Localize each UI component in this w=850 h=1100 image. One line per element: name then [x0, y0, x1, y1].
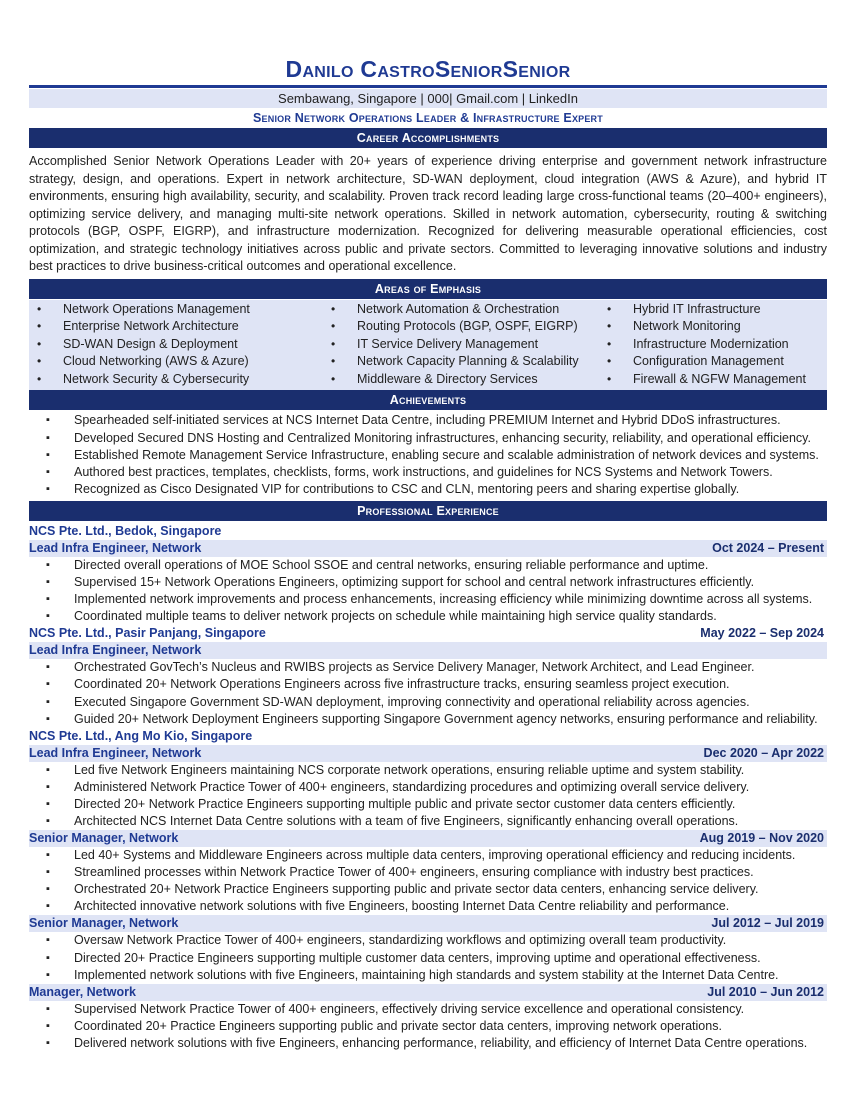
role-row [29, 984, 827, 1001]
professional-tagline: Senior Network Operations Leader & Infrastructure Expert [253, 111, 603, 125]
role-row [29, 830, 827, 847]
job-bullet: ▪ Led 40+ Systems and Middleware Engineers across multiple data centers, improving operational efficiency and reducing incidents. [29, 847, 827, 864]
emphasis-item: • Hybrid IT Infrastructure [599, 301, 827, 319]
achievement-item: ▪ Recognized as Cisco Designated VIP for contributions to CSC and CLN, mentoring peers and sharing expertise globally. [29, 481, 827, 498]
job-bullet: ▪ Architected NCS Internet Data Centre solutions with a team of five Engineers, significantly enhancing overall operations. [29, 813, 827, 830]
job-title: Lead Infra Engineer, Network [29, 540, 202, 555]
job-bullet: ▪ Led five Network Engineers maintaining NCS corporate network operations, ensuring reliable uptime and system stability. [29, 762, 827, 779]
job-bullet: ▪ Orchestrated GovTech’s Nucleus and RWIBS projects as Service Delivery Manager, Network Architect, and Lead Engineer. [29, 659, 827, 676]
job-bullet: ▪ Administered Network Practice Tower of 400+ engineers, standardizing procedures and optimizing overall service delivery. [29, 779, 827, 796]
emphasis-item: • Network Monitoring [599, 318, 827, 336]
emphasis-item: • Configuration Management [599, 353, 827, 371]
emphasis-item: • Network Automation & Orchestration [323, 301, 599, 319]
emphasis-item: • Network Security & Cybersecurity [29, 371, 323, 389]
role-row [29, 915, 827, 932]
job-bullet-list [29, 847, 827, 915]
section-header-experience: Professional Experience [29, 501, 827, 521]
achievement-item: ▪ Established Remote Management Service Infrastructure, enabling secure and scalable administration of network devices and systems. [29, 447, 827, 464]
emphasis-item: • Infrastructure Modernization [599, 336, 827, 354]
role-row [29, 745, 827, 762]
job-bullet: ▪ Architected innovative network solutions with five Engineers, boosting Internet Data Centre reliability and performance. [29, 898, 827, 915]
job-dates: Aug 2019 – Nov 2020 [699, 831, 824, 846]
job-bullet: ▪ Supervised 15+ Network Operations Engineers, optimizing support for school and central network infrastructures efficiently. [29, 574, 827, 591]
role-row [29, 642, 827, 659]
role-row [29, 540, 827, 557]
job-dates: Dec 2020 – Apr 2022 [703, 745, 824, 760]
job-title: Manager, Network [29, 984, 136, 999]
job-title: Senior Manager, Network [29, 916, 179, 931]
job-bullet: ▪ Coordinated 20+ Network Operations Engineers across five infrastructure tracks, ensuring seamless project execution. [29, 676, 827, 693]
section-header-accomplishments: Career Accomplishments [29, 128, 827, 148]
job-bullet: ▪ Delivered network solutions with five Engineers, enhancing performance, reliability, and efficiency of Internet Data Centre operations. [29, 1035, 827, 1052]
emphasis-item: • Enterprise Network Architecture [29, 318, 323, 336]
job-bullet: ▪ Directed 20+ Network Practice Engineers supporting multiple public and private sector customer data centers efficiently. [29, 796, 827, 813]
contact-line: Sembawang, Singapore | 000| Gmail.com | LinkedIn [29, 89, 827, 108]
job-bullet: ▪ Executed Singapore Government SD-WAN deployment, improving connectivity and operational reliability across agencies. [29, 694, 827, 711]
job-bullet: ▪ Directed overall operations of MOE School SSOE and central networks, ensuring reliable performance and uptime. [29, 557, 827, 574]
emphasis-item: • SD-WAN Design & Deployment [29, 336, 323, 354]
job-bullet: ▪ Oversaw Network Practice Tower of 400+ engineers, standardizing workflows and optimizing overall team productivity. [29, 932, 827, 949]
emphasis-item: • IT Service Delivery Management [323, 336, 599, 354]
job-dates: Jul 2012 – Jul 2019 [711, 916, 824, 931]
company-name: NCS Pte. Ltd., Pasir Panjang, Singapore [29, 626, 266, 641]
achievements-list [29, 410, 827, 500]
job-bullet: ▪ Guided 20+ Network Deployment Engineers supporting Singapore Government agency networks, ensuring performance and reliability. [29, 711, 827, 728]
job-title: Lead Infra Engineer, Network [29, 745, 202, 760]
job-bullet-list [29, 762, 827, 830]
candidate-name: Danilo CastroSeniorSenior [285, 56, 571, 82]
company-name: NCS Pte. Ltd., Bedok, Singapore [29, 523, 222, 538]
emphasis-item: • Firewall & NGFW Management [599, 371, 827, 389]
section-header-achievements: Achievements [29, 390, 827, 410]
achievement-item: ▪ Authored best practices, templates, checklists, forms, work instructions, and guidelines for NCS Systems and Network Towers. [29, 464, 827, 481]
resume-page [29, 0, 827, 1052]
job-bullet-list [29, 659, 827, 727]
emphasis-column-2 [323, 301, 599, 389]
areas-of-emphasis [29, 300, 827, 391]
emphasis-item: • Cloud Networking (AWS & Azure) [29, 353, 323, 371]
emphasis-item: • Network Operations Management [29, 301, 323, 319]
company-name: NCS Pte. Ltd., Ang Mo Kio, Singapore [29, 728, 253, 743]
job-bullet: ▪ Implemented network improvements and process enhancements, increasing efficiency while minimizing downtime across all systems. [29, 591, 827, 608]
job-bullet: ▪ Supervised Network Practice Tower of 400+ engineers, effectively driving service excellence and operational consistency. [29, 1001, 827, 1018]
job-dates: May 2022 – Sep 2024 [700, 626, 824, 641]
emphasis-item: • Routing Protocols (BGP, OSPF, EIGRP) [323, 318, 599, 336]
emphasis-item: • Middleware & Directory Services [323, 371, 599, 389]
achievement-item: ▪ Spearheaded self-initiated services at NCS Internet Data Centre, including PREMIUM Internet and Hybrid DDoS infrastructures. [29, 412, 827, 429]
job-bullet: ▪ Implemented network solutions with five Engineers, maintaining high standards and system stability at the Internet Data Centre. [29, 967, 827, 984]
company-row [29, 625, 827, 642]
job-dates: Jul 2010 – Jun 2012 [707, 984, 824, 999]
job-title: Lead Infra Engineer, Network [29, 643, 202, 658]
job-bullet-list [29, 932, 827, 983]
emphasis-column-3 [599, 301, 827, 389]
career-summary: Accomplished Senior Network Operations Leader with 20+ years of experience driving enterprise and government network infrastructure strategy, design, and operations. Expert in network architecture, SD-WAN deployment, cloud integration (AWS & Azure), and hybrid IT environments, ensuring high availability, security, and scalability. Proven track record leading large cross-functional teams (20–400+ engineers), optimizing service delivery, and managing multi-site network operations. Skilled in network automation, cybersecurity, routing & switching protocols (BGP, OSPF, EIGRP), and infrastructure modernization. Recognized for delivering measurable operational efficiencies, cost optimization, and strategic technology initiatives across public and private sectors. Committed to leveraging innovative solutions and industry best practices to drive business-critical outcomes and operational excellence. [29, 154, 827, 273]
job-bullet-list [29, 557, 827, 625]
job-bullet: ▪ Streamlined processes within Network Practice Tower of 400+ engineers, ensuring compliance with industry best practices. [29, 864, 827, 881]
job-bullet: ▪ Coordinated 20+ Practice Engineers supporting public and private sector data centers, improving network operations. [29, 1018, 827, 1035]
job-bullet: ▪ Directed 20+ Practice Engineers supporting multiple customer data centers, improving uptime and operational effectiveness. [29, 950, 827, 967]
section-header-emphasis: Areas of Emphasis [29, 279, 827, 299]
job-dates: Oct 2024 – Present [712, 540, 824, 555]
job-bullet-list [29, 1001, 827, 1052]
job-title: Senior Manager, Network [29, 831, 179, 846]
achievement-item: ▪ Developed Secured DNS Hosting and Centralized Monitoring infrastructures, enhancing security, reliability, and operational efficiency. [29, 430, 827, 447]
emphasis-item: • Network Capacity Planning & Scalability [323, 353, 599, 371]
job-bullet: ▪ Orchestrated 20+ Network Practice Engineers supporting public and private sector data centers, enhancing service delivery. [29, 881, 827, 898]
emphasis-column-1 [29, 301, 323, 389]
job-bullet: ▪ Coordinated multiple teams to deliver network projects on schedule while maintaining high service quality standards. [29, 608, 827, 625]
name-divider [29, 85, 827, 88]
